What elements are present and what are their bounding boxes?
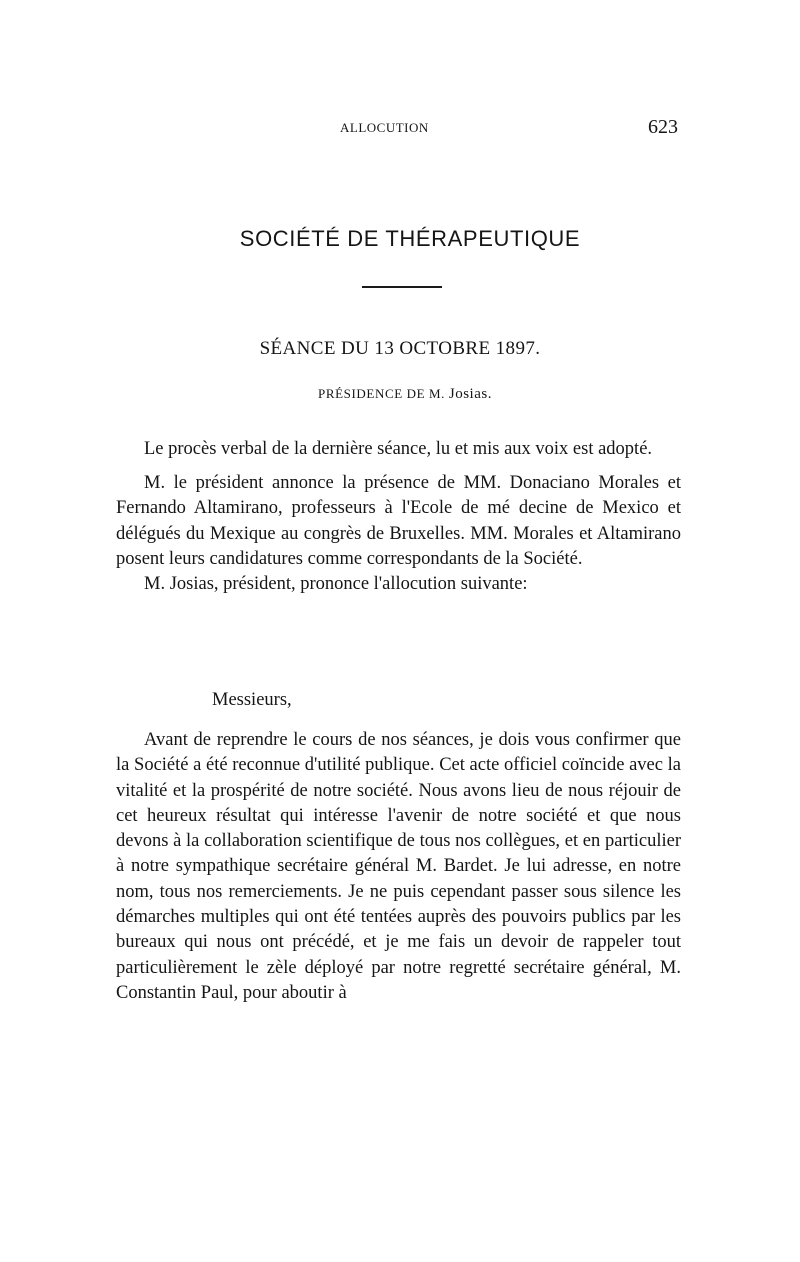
paragraph-minutes-adopted: Le procès verbal de la dernière séance, lu et mis aux voix est adopté. [144, 439, 653, 459]
minutes-text [116, 437, 681, 597]
president-name: Josias. [448, 386, 492, 402]
presidency-line [0, 386, 800, 403]
salutation: Messieurs, [212, 690, 292, 710]
running-title: ALLOCUTION [340, 120, 429, 135]
paragraph-allocution: Avant de reprendre le cours de nos séances, je dois vous confirmer que la Société a été reconnue d'utilité publique. Cet acte officiel coïncide avec la vitalité et la prospérité de notre société. Nous avons lieu de nous réjouir de cet heureux résultat qui intéresse l'avenir de notre société et que nous devons à la collaboration scientifique de tous nos collègues, et en particulier à notre sympathique secrétaire général M. Bardet. Je lui adresse, en notre nom, tous nos remerciements. Je ne puis cependant passer sous silence les démarches multiples qui ont été tentées auprès des pouvoirs publics par les bureaux qui nous ont précédé, et je me fais un devoir de rappeler tout particulièrement le zèle déployé par notre regretté secrétaire général, M. Constantin Paul, pour aboutir à [116, 730, 681, 1003]
session-heading: SÉANCE DU 13 OCTOBRE 1897. [259, 338, 541, 359]
presidency-prefix: PRÉSIDENCE DE M. [318, 386, 445, 401]
society-title: SOCIÉTÉ DE THÉRAPEUTIQUE [239, 226, 581, 251]
paragraph-announcement: M. le président annonce la présence de MM. Donaciano Morales et Fernando Altamirano, professeurs à l'Ecole de mé decine de Mexico et délégués du Mexique au congrès de Bruxelles. MM. Morales et Altamirano posent leurs candidatures comme correspondants de la Société. [116, 473, 681, 569]
page-number: 623 [648, 116, 678, 138]
title-divider [362, 286, 442, 288]
paragraph-allocution-intro: M. Josias, président, prononce l'allocution suivante: [144, 574, 528, 595]
running-header [0, 116, 800, 140]
allocution-text [116, 728, 681, 1006]
